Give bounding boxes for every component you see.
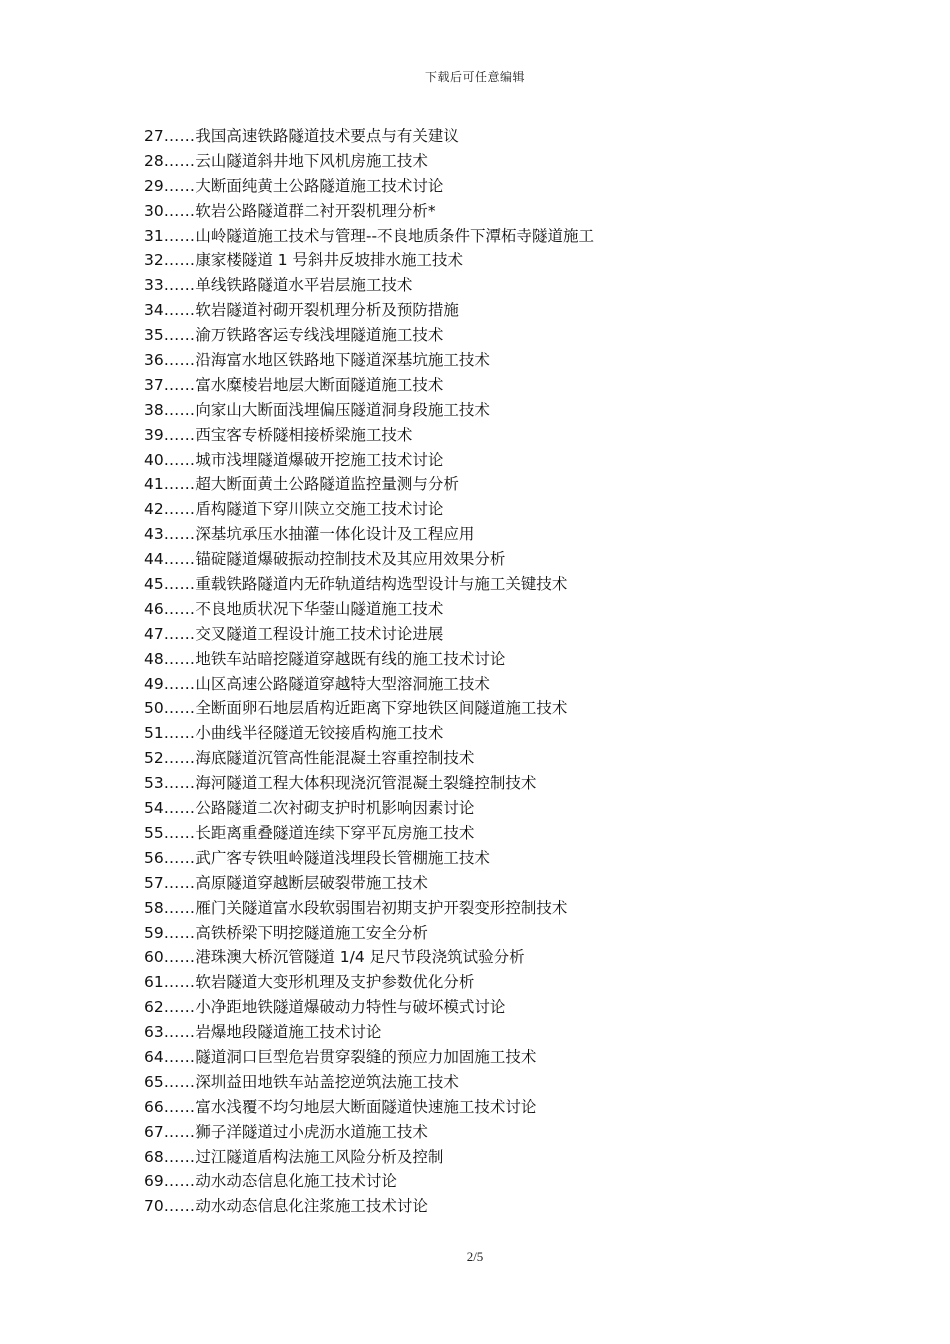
toc-entry-leader: ……	[163, 998, 196, 1017]
toc-entry-number: 55	[144, 823, 164, 842]
toc-entry-leader: ……	[163, 774, 196, 793]
toc-entry	[144, 348, 864, 373]
toc-entry-number: 61	[144, 973, 164, 992]
toc-entry-title: 动水动态信息化注浆施工技术讨论	[195, 1197, 428, 1216]
toc-entry-leader: ……	[163, 948, 196, 967]
toc-entry-title: 海底隧道沉管高性能混凝土容重控制技术	[195, 749, 475, 768]
toc-entry-leader: ……	[163, 301, 196, 320]
toc-entry	[144, 1070, 864, 1095]
toc-entry-leader: ……	[163, 1147, 196, 1166]
toc-entry-leader: ……	[163, 649, 196, 668]
toc-entry-number: 52	[144, 749, 164, 768]
toc-entry	[144, 1020, 864, 1045]
toc-entry-leader: ……	[163, 749, 196, 768]
toc-entry-title: 长距离重叠隧道连续下穿平瓦房施工技术	[195, 823, 475, 842]
toc-entry	[144, 472, 864, 497]
toc-entry-leader: ……	[163, 251, 196, 270]
toc-entry-title: 地铁车站暗挖隧道穿越既有线的施工技术讨论	[195, 649, 506, 668]
toc-entry-leader: ……	[163, 724, 196, 743]
toc-entry-number: 45	[144, 575, 164, 594]
toc-entry-title: 超大断面黄土公路隧道监控量测与分析	[195, 475, 459, 494]
page-number: 2/5	[466, 1249, 484, 1264]
toc-entry-number: 68	[144, 1147, 164, 1166]
toc-entry-number: 29	[144, 176, 164, 195]
toc-entry-leader: ……	[163, 351, 196, 370]
toc-entry-title: 富水浅覆不均匀地层大断面隧道快速施工技术讨论	[195, 1097, 537, 1116]
toc-entry	[144, 497, 864, 522]
toc-entry	[144, 124, 864, 149]
toc-entry-leader: ……	[163, 823, 196, 842]
toc-entry	[144, 373, 864, 398]
toc-entry-leader: ……	[163, 1097, 196, 1116]
toc-entry	[144, 273, 864, 298]
toc-entry	[144, 896, 864, 921]
toc-entry-leader: ……	[163, 1122, 196, 1141]
toc-entry	[144, 821, 864, 846]
toc-entry-title: 公路隧道二次衬砌支护时机影响因素讨论	[195, 799, 475, 818]
toc-entry-leader: ……	[163, 475, 196, 494]
toc-entry-title: 港珠澳大桥沉管隧道 1/4 足尺节段浇筑试验分析	[195, 948, 525, 967]
toc-entry	[144, 871, 864, 896]
toc-entry-title: 雁门关隧道富水段软弱围岩初期支护开裂变形控制技术	[195, 898, 568, 917]
toc-entry-number: 41	[144, 475, 164, 494]
toc-entry-title: 狮子洋隧道过小虎沥水道施工技术	[195, 1122, 428, 1141]
toc-entry	[144, 448, 864, 473]
toc-entry-title: 深圳益田地铁车站盖挖逆筑法施工技术	[195, 1072, 459, 1091]
toc-entry-number: 58	[144, 898, 164, 917]
toc-entry-leader: ……	[163, 1047, 196, 1066]
toc-entry-number: 69	[144, 1172, 164, 1191]
toc-entry-leader: ……	[163, 674, 196, 693]
toc-entry-title: 云山隧道斜井地下风机房施工技术	[195, 151, 428, 170]
toc-entry-title: 隧道洞口巨型危岩贯穿裂缝的预应力加固施工技术	[195, 1047, 537, 1066]
toc-entry-number: 36	[144, 351, 164, 370]
toc-entry-leader: ……	[163, 1072, 196, 1091]
toc-entry	[144, 572, 864, 597]
toc-entry-number: 33	[144, 276, 164, 295]
toc-entry-number: 40	[144, 450, 164, 469]
toc-entry-title: 小净距地铁隧道爆破动力特性与破坏模式讨论	[195, 998, 506, 1017]
toc-entry-number: 39	[144, 425, 164, 444]
toc-entry-number: 53	[144, 774, 164, 793]
toc-entry-leader: ……	[163, 127, 196, 145]
toc-entry-leader: ……	[163, 176, 196, 195]
toc-entry	[144, 647, 864, 672]
toc-entry-title: 锚碇隧道爆破振动控制技术及其应用效果分析	[195, 550, 506, 569]
toc-entry-number: 30	[144, 201, 164, 220]
toc-entry-leader: ……	[163, 226, 196, 245]
toc-entry-number: 43	[144, 525, 164, 544]
toc-entry-leader: ……	[163, 500, 196, 519]
toc-entry	[144, 199, 864, 224]
toc-entry	[144, 298, 864, 323]
toc-entry	[144, 597, 864, 622]
toc-entry-title: 山岭隧道施工技术与管理--不良地质条件下潭柘寺隧道施工	[195, 226, 595, 245]
toc-entry-number: 28	[144, 151, 164, 170]
toc-entry	[144, 1120, 864, 1145]
toc-entry	[144, 1169, 864, 1194]
toc-entry	[144, 1145, 864, 1170]
toc-entry-title: 海河隧道工程大体积现浇沉管混凝土裂缝控制技术	[195, 774, 537, 793]
toc-entry-leader: ……	[163, 151, 196, 170]
toc-entry-number: 65	[144, 1072, 164, 1091]
toc-entry-number: 37	[144, 375, 164, 394]
toc-entry-number: 46	[144, 599, 164, 618]
toc-entry-title: 大断面纯黄土公路隧道施工技术讨论	[195, 176, 444, 195]
toc-entry-leader: ……	[163, 624, 196, 643]
toc-entry-leader: ……	[163, 699, 196, 718]
toc-entry-number: 35	[144, 326, 164, 345]
toc-entry	[144, 945, 864, 970]
toc-entry-number: 62	[144, 998, 164, 1017]
table-of-contents	[144, 124, 864, 1219]
toc-entry-number: 48	[144, 649, 164, 668]
toc-entry-title: 软岩隧道衬砌开裂机理分析及预防措施	[195, 301, 459, 320]
toc-entry-leader: ……	[163, 873, 196, 892]
toc-entry-title: 城市浅埋隧道爆破开挖施工技术讨论	[195, 450, 444, 469]
toc-entry-title: 沿海富水地区铁路地下隧道深基坑施工技术	[195, 351, 490, 370]
toc-entry-leader: ……	[163, 550, 196, 569]
toc-entry	[144, 323, 864, 348]
toc-entry-number: 44	[144, 550, 164, 569]
toc-entry-title: 高原隧道穿越断层破裂带施工技术	[195, 873, 428, 892]
toc-entry-number: 50	[144, 699, 164, 718]
toc-entry-number: 70	[144, 1197, 164, 1216]
toc-entry-number: 38	[144, 400, 164, 419]
toc-entry-leader: ……	[163, 973, 196, 992]
toc-entry-leader: ……	[163, 575, 196, 594]
toc-entry-leader: ……	[163, 848, 196, 867]
toc-entry-leader: ……	[163, 450, 196, 469]
toc-entry	[144, 721, 864, 746]
toc-entry	[144, 672, 864, 697]
toc-entry	[144, 248, 864, 273]
toc-entry-title: 高铁桥梁下明挖隧道施工安全分析	[195, 923, 428, 942]
toc-entry-leader: ……	[163, 201, 196, 220]
toc-entry-number: 51	[144, 724, 164, 743]
page-header: 下载后可任意编辑	[424, 70, 525, 84]
toc-entry	[144, 522, 864, 547]
toc-entry	[144, 846, 864, 871]
toc-entry-number: 31	[144, 226, 164, 245]
toc-entry-leader: ……	[163, 326, 196, 345]
toc-entry-title: 全断面卵石地层盾构近距离下穿地铁区间隧道施工技术	[195, 699, 568, 718]
toc-entry-number: 27	[144, 127, 164, 145]
toc-entry-title: 向家山大断面浅埋偏压隧道洞身段施工技术	[195, 400, 490, 419]
toc-entry-number: 32	[144, 251, 164, 270]
toc-entry	[144, 547, 864, 572]
toc-entry-number: 66	[144, 1097, 164, 1116]
toc-entry-title: 软岩公路隧道群二衬开裂机理分析*	[195, 201, 436, 220]
toc-entry-title: 重载铁路隧道内无砟轨道结构选型设计与施工关键技术	[195, 575, 568, 594]
toc-entry-leader: ……	[163, 1197, 196, 1216]
toc-entry	[144, 398, 864, 423]
toc-entry-leader: ……	[163, 525, 196, 544]
toc-entry	[144, 1194, 864, 1219]
toc-entry-number: 60	[144, 948, 164, 967]
toc-entry	[144, 696, 864, 721]
toc-entry-title: 动水动态信息化施工技术讨论	[195, 1172, 397, 1191]
toc-entry	[144, 622, 864, 647]
toc-entry-title: 武广客专铁咀岭隧道浅埋段长管棚施工技术	[195, 848, 490, 867]
toc-entry	[144, 224, 864, 249]
toc-entry-title: 岩爆地段隧道施工技术讨论	[195, 1023, 382, 1042]
toc-entry-leader: ……	[163, 799, 196, 818]
toc-entry-leader: ……	[163, 425, 196, 444]
toc-entry-leader: ……	[163, 599, 196, 618]
toc-entry-leader: ……	[163, 1023, 196, 1042]
toc-entry-title: 过江隧道盾构法施工风险分析及控制	[195, 1147, 444, 1166]
toc-entry-title: 单线铁路隧道水平岩层施工技术	[195, 276, 413, 295]
toc-entry-leader: ……	[163, 276, 196, 295]
toc-entry	[144, 1095, 864, 1120]
toc-entry-title: 西宝客专桥隧相接桥梁施工技术	[195, 425, 413, 444]
toc-entry	[144, 995, 864, 1020]
toc-entry-number: 49	[144, 674, 164, 693]
toc-entry-title: 渝万铁路客运专线浅埋隧道施工技术	[195, 326, 444, 345]
toc-entry-title: 深基坑承压水抽灌一体化设计及工程应用	[195, 525, 475, 544]
toc-entry-title: 康家楼隧道 1 号斜井反坡排水施工技术	[195, 251, 464, 270]
toc-entry-title: 山区高速公路隧道穿越特大型溶洞施工技术	[195, 674, 490, 693]
toc-entry-title: 交叉隧道工程设计施工技术讨论进展	[195, 624, 444, 643]
toc-entry-number: 63	[144, 1023, 164, 1042]
toc-entry-title: 我国高速铁路隧道技术要点与有关建议	[195, 127, 459, 145]
toc-entry	[144, 423, 864, 448]
toc-entry	[144, 796, 864, 821]
toc-entry-number: 59	[144, 923, 164, 942]
toc-entry-number: 34	[144, 301, 164, 320]
toc-entry-leader: ……	[163, 400, 196, 419]
toc-entry-leader: ……	[163, 923, 196, 942]
toc-entry-title: 小曲线半径隧道无铰接盾构施工技术	[195, 724, 444, 743]
toc-entry-title: 盾构隧道下穿川陕立交施工技术讨论	[195, 500, 444, 519]
toc-entry	[144, 149, 864, 174]
toc-entry	[144, 1045, 864, 1070]
toc-entry	[144, 921, 864, 946]
toc-entry-number: 67	[144, 1122, 164, 1141]
toc-entry-title: 软岩隧道大变形机理及支护参数优化分析	[195, 973, 475, 992]
toc-entry	[144, 771, 864, 796]
toc-entry-title: 富水糜棱岩地层大断面隧道施工技术	[195, 375, 444, 394]
toc-entry-number: 64	[144, 1047, 164, 1066]
toc-entry-number: 47	[144, 624, 164, 643]
toc-entry-number: 42	[144, 500, 164, 519]
toc-entry-leader: ……	[163, 898, 196, 917]
toc-entry-leader: ……	[163, 1172, 196, 1191]
toc-entry-leader: ……	[163, 375, 196, 394]
toc-entry	[144, 746, 864, 771]
toc-entry-title: 不良地质状况下华蓥山隧道施工技术	[195, 599, 444, 618]
toc-entry	[144, 174, 864, 199]
toc-entry-number: 56	[144, 848, 164, 867]
toc-entry-number: 57	[144, 873, 164, 892]
toc-entry-number: 54	[144, 799, 164, 818]
toc-entry	[144, 970, 864, 995]
